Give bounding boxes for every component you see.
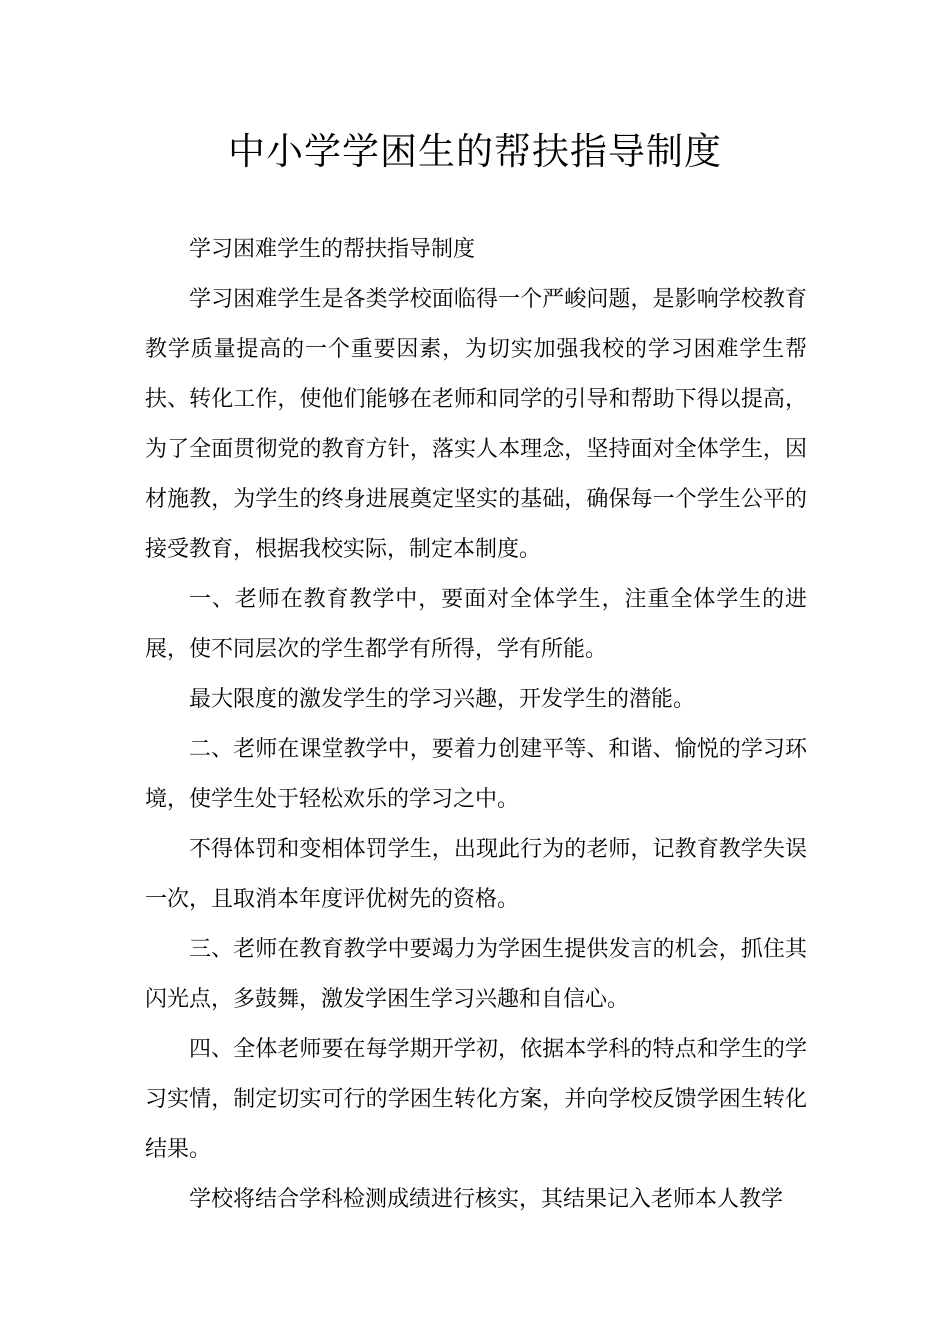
document-title: 中小学学困生的帮扶指导制度 xyxy=(228,130,722,173)
paragraph: 学校将结合学科检测成绩进行核实，其结果记入老师本人教学 xyxy=(189,1187,784,1212)
paragraph: 二、老师在课堂教学中，要着力创建平等、和谐、愉悦的学习环境，使学生处于轻松欢乐的学习之中。 xyxy=(145,737,807,812)
paragraph: 学习困难学生是各类学校面临得一个严峻问题，是影响学校教育教学质量提高的一个重要因素，为切实加强我校的学习困难学生帮扶、转化工作，使他们能够在老师和同学的引导和帮助下得以提高，为了全面贯彻党的教育方针，落实人本理念，坚持面对全体学生，因材施教，为学生的终身进展奠定坚实的基础，确保每一个学生公平的接受教育，根据我校实际，制定本制度。 xyxy=(145,287,807,562)
paragraph: 最大限度的激发学生的学习兴趣，开发学生的潜能。 xyxy=(189,687,696,712)
paragraph: 一、老师在教育教学中，要面对全体学生，注重全体学生的进展，使不同层次的学生都学有所得，学有所能。 xyxy=(145,587,807,662)
paragraph: 四、全体老师要在每学期开学初，依据本学科的特点和学生的学习实情，制定切实可行的学困生转化方案，并向学校反馈学困生转化结果。 xyxy=(145,1037,807,1162)
paragraph: 三、老师在教育教学中要竭力为学困生提供发言的机会，抓住其闪光点，多鼓舞，激发学困生学习兴趣和自信心。 xyxy=(145,937,807,1012)
paragraph: 学习困难学生的帮扶指导制度 xyxy=(189,237,476,262)
paragraph: 不得体罚和变相体罚学生，出现此行为的老师，记教育教学失误一次，且取消本年度评优树先的资格。 xyxy=(145,837,807,912)
document-body xyxy=(145,225,807,1225)
